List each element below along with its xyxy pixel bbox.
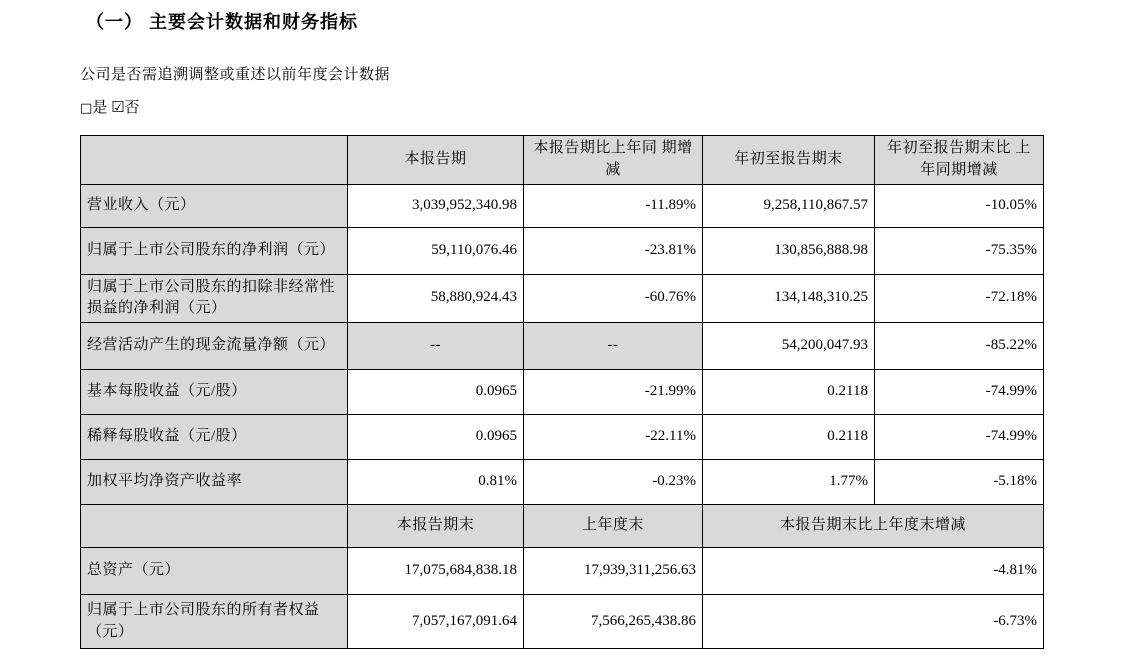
cell-current-period: 0.81%: [348, 460, 524, 505]
cell-period-yoy: --: [524, 323, 703, 370]
cell-ytd-yoy: -75.35%: [875, 227, 1044, 274]
cell-period-end-change: -6.73%: [703, 595, 1044, 649]
row-label: 经营活动产生的现金流量净额（元）: [81, 323, 348, 370]
cell-ytd-yoy: -10.05%: [875, 184, 1044, 227]
row-label: 稀释每股收益（元/股）: [81, 415, 348, 460]
cell-ytd-yoy: -5.18%: [875, 460, 1044, 505]
option-no-label: 否: [124, 100, 140, 116]
restatement-answer: [80, 96, 140, 117]
cell-ytd-yoy: -74.99%: [875, 415, 1044, 460]
cell-ytd: 0.2118: [703, 370, 875, 415]
cell-ytd: 1.77%: [703, 460, 875, 505]
row-label: 加权平均净资产收益率: [81, 460, 348, 505]
row-label: 归属于上市公司股东的扣除非经常性损益的净利润（元）: [81, 274, 348, 323]
cell-period-yoy: -22.11%: [524, 415, 703, 460]
financial-indicators-table: [80, 135, 1044, 649]
cell-end-of-period: 17,075,684,838.18: [348, 548, 524, 595]
row-label: 营业收入（元）: [81, 184, 348, 227]
restatement-question: 公司是否需追溯调整或重述以前年度会计数据: [80, 67, 391, 83]
table-row-diluted-eps: [81, 415, 1044, 460]
cell-period-yoy: -11.89%: [524, 184, 703, 227]
cell-ytd: 0.2118: [703, 415, 875, 460]
section-title: （一） 主要会计数据和财务指标: [86, 12, 358, 32]
table-header-row-period-end: [81, 505, 1044, 548]
cell-period-yoy: -60.76%: [524, 274, 703, 323]
cell-ytd-yoy: -72.18%: [875, 274, 1044, 323]
cell-current-period: 0.0965: [348, 415, 524, 460]
checkbox-yes-icon: □: [80, 101, 93, 116]
header-end-of-last-year: 上年度末: [524, 505, 703, 548]
table-header-row-period: [81, 136, 1044, 185]
cell-end-of-period: 7,057,167,091.64: [348, 595, 524, 649]
cell-ytd: 130,856,888.98: [703, 227, 875, 274]
header-blank-cell: [81, 136, 348, 185]
header-end-of-period: 本报告期末: [348, 505, 524, 548]
table-row-net-profit: [81, 227, 1044, 274]
cell-period-yoy: -0.23%: [524, 460, 703, 505]
cell-current-period: 59,110,076.46: [348, 227, 524, 274]
header-period-end-change: 本报告期末比上年度末增减: [703, 505, 1044, 548]
row-label: 总资产（元）: [81, 548, 348, 595]
checkbox-no-icon: ☑: [111, 98, 125, 116]
cell-current-period: 0.0965: [348, 370, 524, 415]
table-row-net-profit-excl-nonrecurring: [81, 274, 1044, 323]
table-row-weighted-avg-roe: [81, 460, 1044, 505]
cell-ytd: 134,148,310.25: [703, 274, 875, 323]
header-blank-cell: [81, 505, 348, 548]
table-row-total-assets: [81, 548, 1044, 595]
cell-period-yoy: -23.81%: [524, 227, 703, 274]
cell-end-of-last-year: 17,939,311,256.63: [524, 548, 703, 595]
header-current-period: 本报告期: [348, 136, 524, 185]
row-label: 归属于上市公司股东的净利润（元）: [81, 227, 348, 274]
cell-current-period: 58,880,924.43: [348, 274, 524, 323]
table-row-equity-attributable: [81, 595, 1044, 649]
cell-ytd-yoy: -85.22%: [875, 323, 1044, 370]
table-row-operating-cash-flow: [81, 323, 1044, 370]
cell-period-end-change: -4.81%: [703, 548, 1044, 595]
cell-period-yoy: -21.99%: [524, 370, 703, 415]
cell-ytd-yoy: -74.99%: [875, 370, 1044, 415]
header-ytd-yoy-change: 年初至报告期末比 上年同期增减: [875, 136, 1044, 185]
header-year-to-date: 年初至报告期末: [703, 136, 875, 185]
table-row-basic-eps: [81, 370, 1044, 415]
cell-current-period: 3,039,952,340.98: [348, 184, 524, 227]
cell-ytd: 9,258,110,867.57: [703, 184, 875, 227]
option-yes-label: 是: [92, 100, 108, 116]
cell-end-of-last-year: 7,566,265,438.86: [524, 595, 703, 649]
row-label: 基本每股收益（元/股）: [81, 370, 348, 415]
cell-current-period: --: [348, 323, 524, 370]
table-row-revenue: [81, 184, 1044, 227]
row-label: 归属于上市公司股东的所有者权益（元）: [81, 595, 348, 649]
cell-ytd: 54,200,047.93: [703, 323, 875, 370]
header-period-yoy-change: 本报告期比上年同 期增减: [524, 136, 703, 185]
